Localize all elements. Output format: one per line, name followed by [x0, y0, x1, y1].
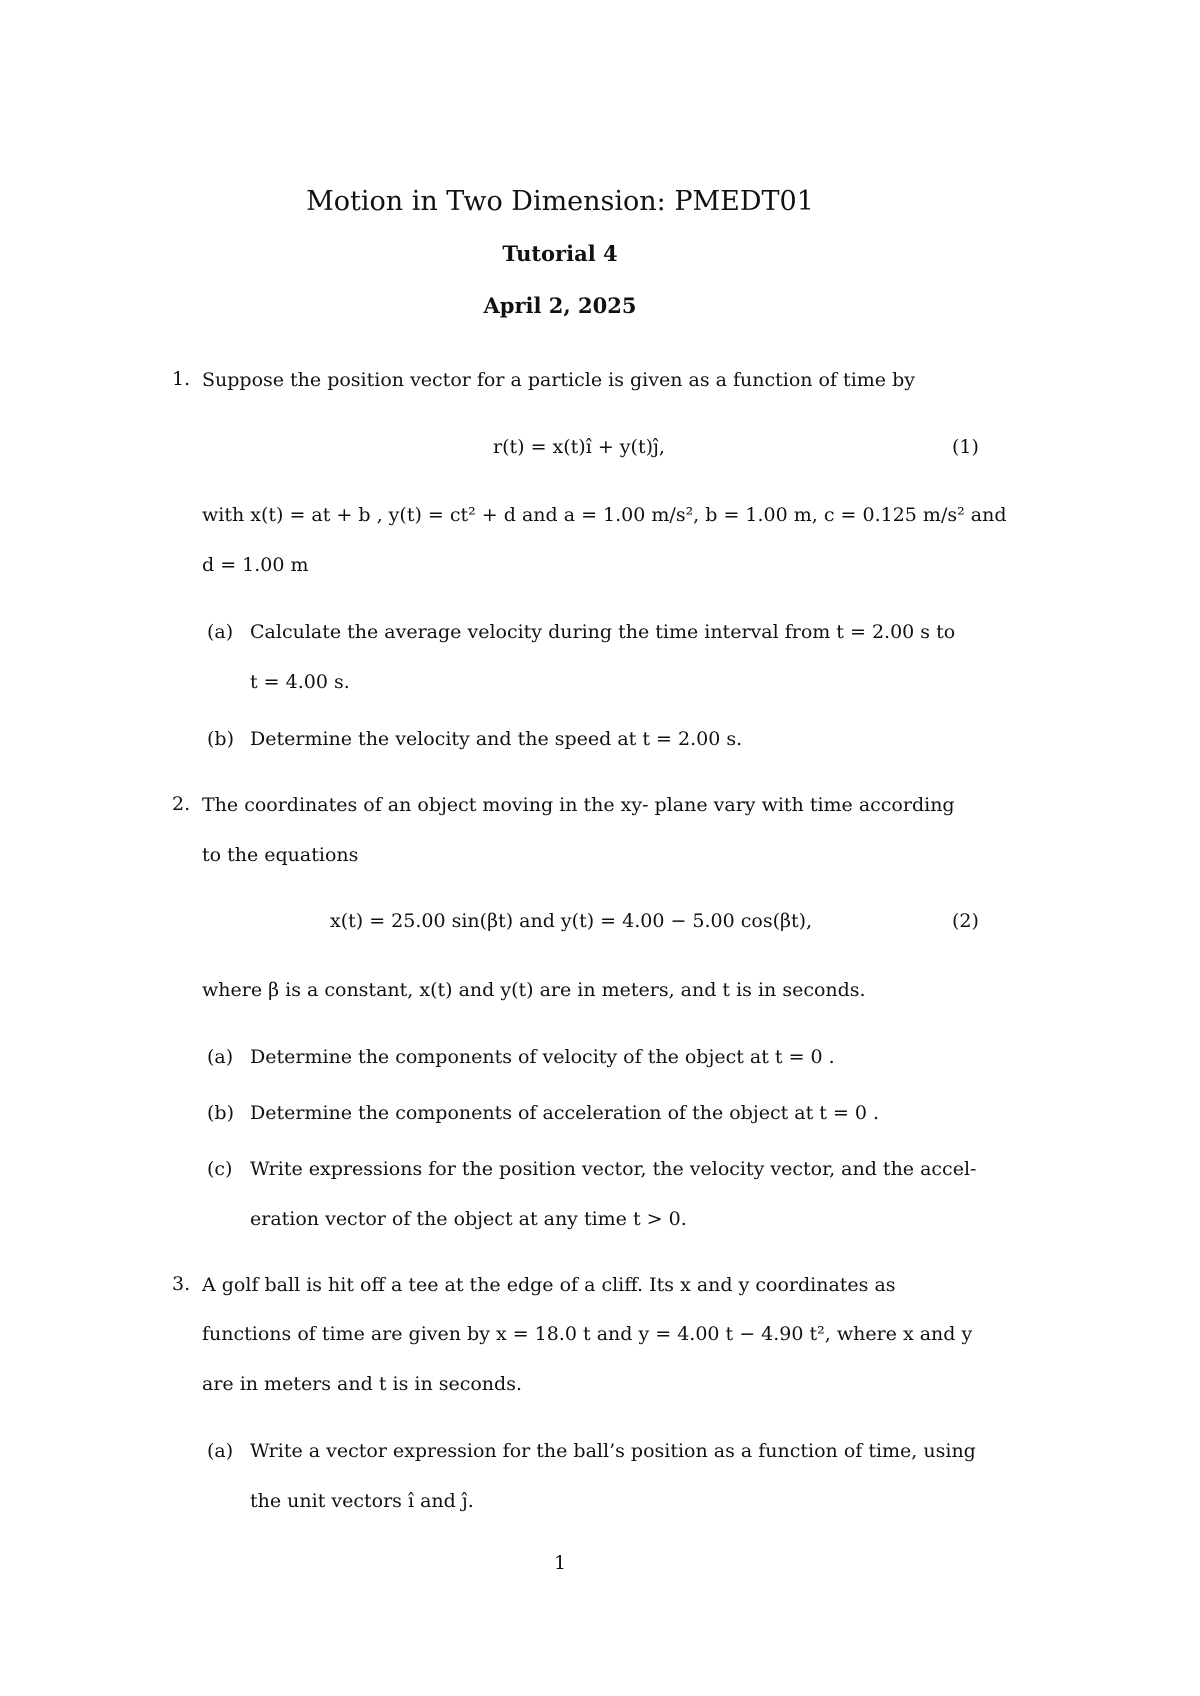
part-text: Write a vector expression for the ball’s position as a function of time, using	[250, 1440, 976, 1462]
problem-3-intro-line: A golf ball is hit off a tee at the edge of a cliff. Its x and y coordinates as	[202, 1274, 896, 1296]
page-number: 1	[553, 1552, 567, 1574]
problem-1-line-2: d = 1.00 m	[202, 554, 309, 576]
part-text: Determine the components of velocity of the object at t = 0 .	[250, 1046, 835, 1068]
problem-3-intro-line: are in meters and t is in seconds.	[202, 1373, 522, 1395]
part-text: Determine the velocity and the speed at t = 2.00 s.	[250, 728, 743, 750]
part-label: (b)	[207, 1102, 234, 1124]
part-text: Write expressions for the position vector, the velocity vector, and the accel-	[250, 1158, 977, 1180]
problem-2-intro-line: The coordinates of an object moving in the xy- plane vary with time according	[202, 794, 955, 816]
problem-1-number: 1.	[172, 368, 191, 390]
part-label: (a)	[207, 1046, 234, 1068]
problem-2-intro-line: to the equations	[202, 844, 359, 866]
problem-1-line-1: with x(t) = at + b , y(t) = ct² + d and a = 1.00 m/s², b = 1.00 m, c = 0.125 m/s² and	[202, 504, 1007, 526]
equation-2-number: (2)	[952, 910, 979, 932]
problem-1-intro: Suppose the position vector for a particle is given as a function of time by	[202, 369, 915, 391]
equation-1-number: (1)	[952, 436, 979, 458]
part-text: Determine the components of acceleration of the object at t = 0 .	[250, 1102, 880, 1124]
part-label: (a)	[207, 1440, 234, 1462]
part-text: Calculate the average velocity during the time interval from t = 2.00 s to	[250, 621, 956, 643]
equation-1: r(t) = x(t)î + y(t)ĵ,	[493, 436, 665, 458]
document-date: April 2, 2025	[483, 293, 637, 318]
part-label: (b)	[207, 728, 234, 750]
part-text: t = 4.00 s.	[250, 671, 350, 693]
document-title: Motion in Two Dimension: PMEDT01	[306, 186, 814, 217]
part-label: (a)	[207, 621, 234, 643]
problem-2-after: where β is a constant, x(t) and y(t) are in meters, and t is in seconds.	[202, 979, 866, 1001]
equation-2: x(t) = 25.00 sin(βt) and y(t) = 4.00 − 5.00 cos(βt),	[330, 910, 813, 932]
problem-3-number: 3.	[172, 1273, 191, 1295]
problem-2-number: 2.	[172, 793, 191, 815]
tutorial-subtitle: Tutorial 4	[502, 241, 618, 266]
part-label: (c)	[207, 1158, 233, 1180]
part-text: eration vector of the object at any time t > 0.	[250, 1208, 687, 1230]
part-text: the unit vectors î and ĵ.	[250, 1490, 474, 1512]
problem-3-intro-line: functions of time are given by x = 18.0 t and y = 4.00 t − 4.90 t², where x and y	[202, 1323, 973, 1345]
